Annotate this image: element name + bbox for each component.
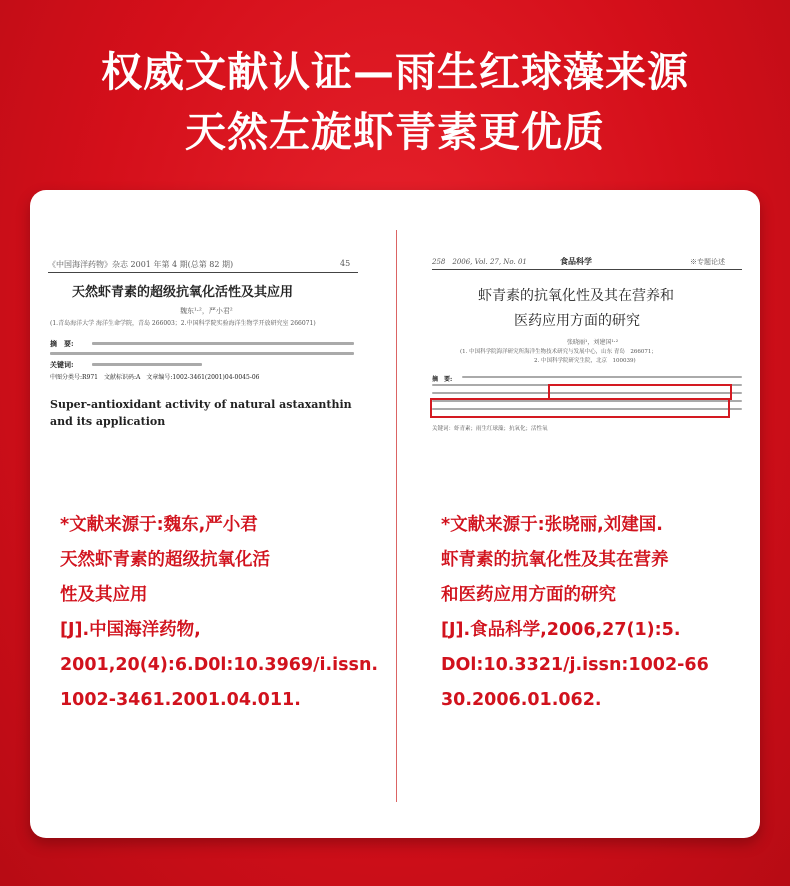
right-highlight-box	[430, 398, 730, 418]
right-citation-line: 30.2006.01.062.	[441, 690, 602, 710]
left-abstract-line	[92, 342, 354, 345]
right-citation	[441, 508, 709, 718]
left-citation	[60, 508, 378, 718]
right-journal-header: 258 2006, Vol. 27, No. 01	[432, 258, 527, 266]
right-paper-affiliation-1: (1. 中国科学院海洋研究所海洋生物技术研究与发展中心，山东 青岛 266071；	[460, 349, 657, 355]
column-divider	[396, 230, 397, 802]
right-paper-authors: 张晓丽¹，刘建国¹·²	[567, 339, 619, 346]
right-keywords: 关键词：虾青素；雨生红球藻；抗氧化；活性氧	[432, 426, 548, 432]
left-journal-header: 《中国海洋药物》杂志 2001 年第 4 期(总第 82 期)	[48, 260, 234, 269]
headline-line-2: 天然左旋虾青素更优质	[185, 108, 605, 156]
right-journal-name: 食品科学	[560, 256, 592, 266]
right-citation-line: 和医药应用方面的研究	[441, 585, 616, 605]
left-abstract-line	[50, 352, 354, 355]
right-paper-affiliation-2: 2. 中国科学院研究生院，北京 100039)	[534, 358, 636, 364]
left-header-rule	[48, 272, 358, 273]
left-citation-line: 天然虾青素的超级抗氧化活	[60, 550, 270, 570]
left-citation-line: 1002-3461.2001.04.011.	[60, 690, 301, 710]
left-english-title: Super-antioxidant activity of natural astaxanthin and its application	[50, 398, 352, 428]
left-keywords-line	[92, 363, 202, 366]
right-section-label: ※专题论述	[690, 258, 725, 266]
left-keywords-label: 关键词:	[50, 360, 74, 369]
left-paper-authors: 魏东¹·²，严小君²	[180, 307, 233, 315]
left-abstract-label: 摘 要:	[50, 339, 74, 348]
left-citation-line: 2001,20(4):6.D0l:10.3969/i.issn.	[60, 655, 379, 675]
left-citation-line: 性及其应用	[60, 585, 148, 605]
right-paper-title-line-1: 虾青素的抗氧化性及其在营养和	[478, 288, 674, 304]
left-citation-line: [J].中国海洋药物,	[60, 620, 201, 640]
left-page-number: 45	[340, 259, 351, 268]
right-citation-line: [J].食品科学,2006,27(1):5.	[441, 620, 681, 640]
left-citation-line: *文献来源于:魏东,严小君	[60, 515, 258, 535]
right-abstract-line	[462, 376, 742, 378]
left-classification: 中图分类号:R971 文献标识码:A 文章编号:1002-3461(2001)04-0045-06	[50, 374, 260, 381]
headline-line-1: 权威文献认证—雨生红球藻来源	[101, 48, 689, 96]
left-paper-affiliation: (1.青岛海洋大学 海洋生命学院，青岛 266003；2.中国科学院实验海洋生物学开放研究室 266071)	[50, 320, 316, 327]
right-citation-line: DOl:10.3321/j.issn:1002-66	[441, 655, 709, 675]
right-citation-line: 虾青素的抗氧化性及其在营养	[441, 550, 669, 570]
right-abstract-label: 摘 要:	[432, 376, 453, 383]
right-paper-title-line-2: 医药应用方面的研究	[514, 313, 640, 329]
right-citation-line: *文献来源于:张晓丽,刘建国.	[441, 515, 663, 535]
headline	[0, 42, 790, 162]
right-header-rule	[432, 269, 742, 270]
left-paper-title: 天然虾青素的超级抗氧化活性及其应用	[72, 285, 294, 300]
